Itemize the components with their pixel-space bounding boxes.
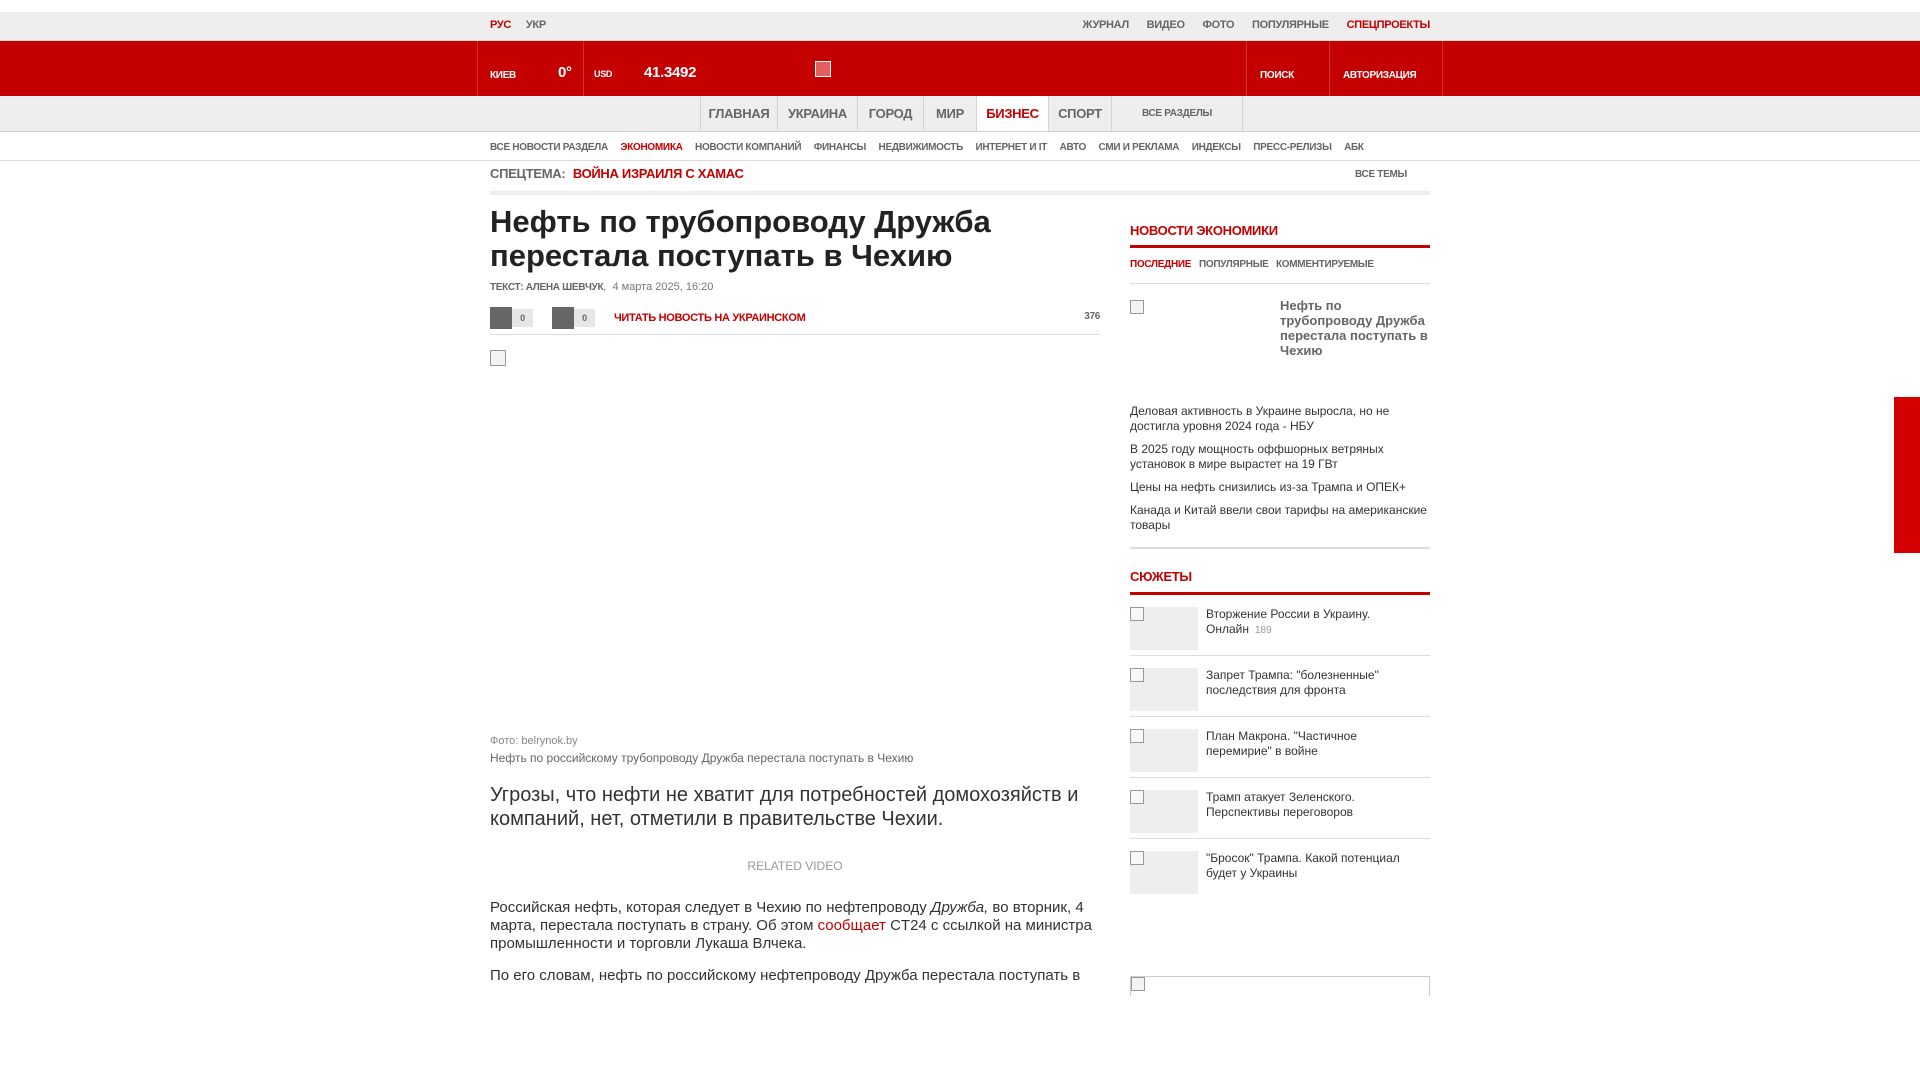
featured-news-image bbox=[1130, 300, 1144, 314]
broken-image-icon bbox=[1131, 977, 1145, 991]
like-icon[interactable] bbox=[490, 307, 512, 329]
divider bbox=[1130, 547, 1430, 549]
paragraph-text: во вторник, 4 марта, перестала поступать в страну. Об этом bbox=[490, 899, 1084, 934]
story-item[interactable] bbox=[1130, 839, 1430, 900]
story-thumbnail bbox=[1130, 851, 1198, 894]
story-item[interactable] bbox=[1130, 778, 1430, 839]
broken-image-icon bbox=[1130, 668, 1144, 682]
comment-count: 0 bbox=[574, 309, 595, 327]
related-video-label: RELATED VIDEO bbox=[747, 859, 843, 873]
subnav-real-estate[interactable]: НЕДВИЖИМОСТЬ bbox=[878, 142, 963, 153]
subnav-items bbox=[490, 142, 1374, 153]
top-links bbox=[1068, 19, 1430, 31]
news-item[interactable]: Цены на нефть снизились из-за Трампа и ОПЕК+ bbox=[1130, 480, 1407, 494]
side-feedback-tab[interactable] bbox=[1894, 397, 1920, 553]
broken-image-icon bbox=[1130, 851, 1144, 865]
article-toolbar bbox=[490, 303, 1100, 335]
paragraph-text: Российская нефть, которая следует в Чехию по нефтепроводу bbox=[490, 899, 931, 916]
article-photo[interactable] bbox=[490, 350, 1100, 735]
subnav-company-news[interactable]: НОВОСТИ КОМПАНИЙ bbox=[695, 142, 802, 153]
subnav-internet-it[interactable]: ИНТЕРНЕТ И IT bbox=[975, 142, 1048, 153]
lang-ua[interactable]: УКР bbox=[525, 19, 546, 31]
story-item[interactable] bbox=[1130, 717, 1430, 778]
news-tabs bbox=[1130, 248, 1430, 284]
nav-ukraine[interactable]: УКРАИНА bbox=[777, 96, 857, 131]
tab-latest[interactable]: ПОСЛЕДНИЕ bbox=[1130, 259, 1192, 270]
article bbox=[490, 204, 1100, 984]
nav-main[interactable]: ГЛАВНАЯ bbox=[700, 96, 777, 131]
main-nav bbox=[0, 96, 1920, 132]
special-topic-label: СПЕЦТЕМА: bbox=[490, 166, 566, 181]
top-link-popular[interactable]: ПОПУЛЯРНЫЕ bbox=[1252, 19, 1329, 31]
auth-button[interactable] bbox=[1329, 41, 1443, 96]
temperature: 0° bbox=[558, 64, 572, 81]
story-title: "Бросок" Трампа. Какой потенциал будет у Украины bbox=[1206, 851, 1400, 880]
view-count: 376 bbox=[1084, 311, 1100, 322]
nav-world[interactable]: МИР bbox=[923, 96, 976, 131]
search-label: ПОИСК bbox=[1260, 70, 1294, 81]
broken-image-icon bbox=[490, 350, 506, 366]
nav-all-sections[interactable]: ВСЕ РАЗДЕЛЫ bbox=[1111, 96, 1243, 131]
site-logo[interactable] bbox=[815, 61, 831, 77]
news-item[interactable]: В 2025 году мощность оффшорных ветряных установок в мире вырастет на 19 ГВт bbox=[1130, 442, 1384, 471]
subnav-indices[interactable]: ИНДЕКСЫ bbox=[1191, 142, 1241, 153]
language-switcher bbox=[490, 19, 558, 31]
weather-widget[interactable] bbox=[477, 41, 583, 96]
article-title: Нефть по трубопроводу Дружба перестала поступать в Чехию bbox=[490, 204, 991, 273]
story-item[interactable] bbox=[1130, 656, 1430, 717]
currency-widget[interactable] bbox=[583, 41, 703, 96]
broken-image-icon bbox=[1130, 729, 1144, 743]
story-thumbnail bbox=[1130, 790, 1198, 833]
story-thumbnail bbox=[1130, 607, 1198, 650]
tab-popular[interactable]: ПОПУЛЯРНЫЕ bbox=[1199, 259, 1269, 270]
featured-news-title: Нефть по трубопроводу Дружба перестала поступать в Чехию bbox=[1280, 298, 1428, 358]
broken-image-icon bbox=[1130, 607, 1144, 621]
story-title bbox=[1206, 607, 1426, 638]
top-link-photo[interactable]: ФОТО bbox=[1202, 19, 1235, 31]
all-topics-link[interactable]: ВСЕ ТЕМЫ bbox=[1354, 169, 1407, 180]
news-item[interactable]: Деловая активность в Украине выросла, но не достигла уровня 2024 года - НБУ bbox=[1130, 404, 1390, 433]
subnav-economy[interactable]: ЭКОНОМИКА bbox=[620, 142, 683, 153]
search-button[interactable] bbox=[1246, 41, 1329, 96]
subnav-auto[interactable]: АВТО bbox=[1059, 142, 1087, 153]
subnav-abk[interactable]: АБК bbox=[1344, 142, 1364, 153]
comment-icon[interactable] bbox=[552, 307, 574, 329]
news-list bbox=[1130, 404, 1430, 533]
article-paragraph-2: По его словам, нефть по российскому нефтепроводу Дружба перестала поступать в bbox=[490, 967, 1081, 984]
source-link[interactable]: сообщает bbox=[817, 917, 886, 934]
story-title: Трамп атакует Зеленского. Перспективы переговоров bbox=[1206, 790, 1355, 819]
article-meta: ТЕКСТ: АЛЕНА ШЕВЧУК, 4 марта 2025, 16:20 bbox=[490, 281, 714, 293]
nav-sport[interactable]: СПОРТ bbox=[1048, 96, 1111, 131]
read-in-ukrainian-link[interactable]: ЧИТАТЬ НОВОСТЬ НА УКРАИНСКОМ bbox=[614, 312, 806, 324]
news-item[interactable]: Канада и Китай ввели свои тарифы на американские товары bbox=[1130, 503, 1427, 532]
article-author[interactable]: ТЕКСТ: АЛЕНА ШЕВЧУК bbox=[490, 282, 604, 293]
top-link-specprojects[interactable]: СПЕЦПРОЕКТЫ bbox=[1346, 19, 1430, 31]
ad-banner[interactable] bbox=[1130, 976, 1430, 996]
paragraph-text: CT24 с ссылкой на министра промышленности и торговли Лукаша Влчека. bbox=[490, 917, 1092, 952]
currency-label: USD bbox=[594, 69, 613, 79]
tab-commented[interactable]: КОММЕНТИРУЕМЫЕ bbox=[1276, 259, 1374, 270]
story-comment-count: 189 bbox=[1254, 625, 1272, 636]
section-subnav bbox=[0, 133, 1920, 161]
special-topic-bar bbox=[490, 165, 1430, 195]
article-lead: Угрозы, что нефти не хватит для потребностей домохозяйств и компаний, нет, отметили в правительстве Чехии. bbox=[490, 784, 1079, 830]
header bbox=[0, 41, 1920, 96]
subnav-media[interactable]: СМИ И РЕКЛАМА bbox=[1098, 142, 1180, 153]
story-item[interactable] bbox=[1130, 595, 1430, 656]
article-paragraph bbox=[490, 899, 1100, 953]
subnav-finance[interactable]: ФИНАНСЫ bbox=[813, 142, 867, 153]
special-topic-link[interactable]: ВОЙНА ИЗРАИЛЯ С ХАМАС bbox=[572, 166, 744, 181]
paragraph-emphasis: Дружба, bbox=[930, 899, 989, 916]
story-title: Запрет Трампа: "болезненные" последствия для фронта bbox=[1206, 668, 1379, 697]
city-label: КИЕВ bbox=[490, 70, 516, 81]
story-thumbnail bbox=[1130, 729, 1198, 772]
photo-caption: Нефть по российскому трубопроводу Дружба перестала поступать в Чехию bbox=[490, 751, 914, 765]
economy-news-heading[interactable]: НОВОСТИ ЭКОНОМИКИ bbox=[1130, 223, 1430, 248]
broken-image-icon bbox=[1130, 790, 1144, 804]
nav-business[interactable]: БИЗНЕС bbox=[976, 96, 1048, 131]
currency-rate: 41.3492 bbox=[644, 64, 697, 81]
story-title: План Макрона. "Частичное перемирие" в войне bbox=[1206, 729, 1357, 758]
top-link-journal[interactable]: ЖУРНАЛ bbox=[1082, 19, 1129, 31]
sidebar bbox=[1130, 223, 1430, 900]
subnav-all-news[interactable]: ВСЕ НОВОСТИ РАЗДЕЛА bbox=[490, 142, 608, 153]
auth-label: АВТОРИЗАЦИЯ bbox=[1343, 70, 1417, 81]
story-title-text: Вторжение России в Украину. Онлайн bbox=[1206, 607, 1371, 636]
featured-news[interactable] bbox=[1130, 284, 1430, 404]
top-link-video[interactable]: ВИДЕО bbox=[1146, 19, 1185, 31]
nav-city[interactable]: ГОРОД bbox=[857, 96, 923, 131]
stories-heading[interactable]: СЮЖЕТЫ bbox=[1130, 569, 1430, 595]
photo-credit: Фото: belrynok.by bbox=[490, 735, 578, 747]
subnav-press-releases[interactable]: ПРЕСС-РЕЛИЗЫ bbox=[1253, 142, 1332, 153]
like-count: 0 bbox=[512, 309, 533, 327]
top-bar bbox=[0, 12, 1920, 41]
lang-ru[interactable]: РУС bbox=[490, 19, 512, 31]
story-thumbnail bbox=[1130, 668, 1198, 711]
article-date: 4 марта 2025, 16:20 bbox=[612, 281, 714, 293]
